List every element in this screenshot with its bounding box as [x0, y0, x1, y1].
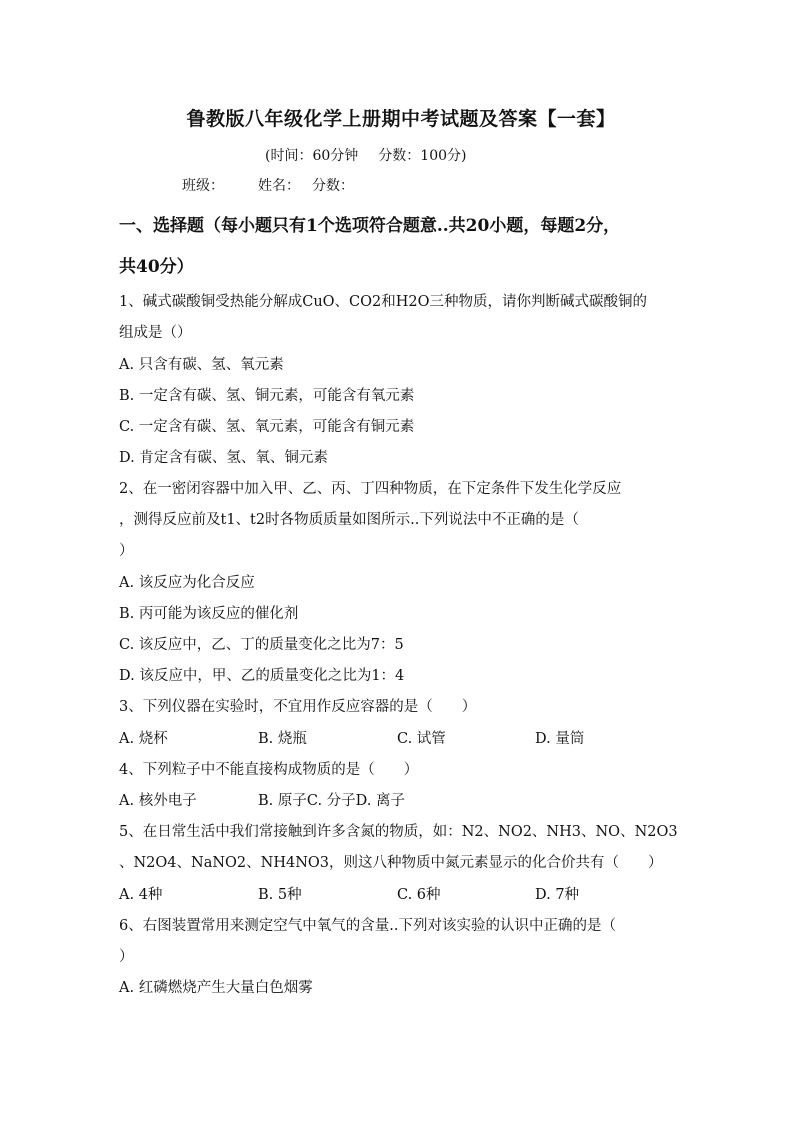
question-1-option-b: B. 一定含有碳、氢、铜元素，可能含有氧元素: [119, 388, 415, 404]
question-2-option-a: A. 该反应为化合反应: [119, 575, 255, 591]
name-label: 姓名：: [258, 178, 300, 194]
question-3-option-c: C. 试管: [397, 731, 446, 747]
question-4-option-bcd: B. 原子C. 分子D. 离子: [258, 793, 405, 809]
page-title: 鲁教版八年级化学上册期中考试题及答案【一套】: [186, 108, 616, 130]
question-2-option-d: D. 该反应中，甲、乙的质量变化之比为1：4: [119, 668, 405, 684]
question-5-stem-line2: 、N2O4、NaNO2、NH4NO3，则这八种物质中氮元素显示的化合价共有（ ）: [119, 855, 663, 871]
question-5-stem-line1: 5、在日常生活中我们常接触到许多含氮的物质，如：N2、NO2、NH3、NO、N2O3: [119, 824, 678, 840]
question-5-option-d: D. 7种: [535, 887, 580, 903]
question-5-option-b: B. 5种: [258, 887, 302, 903]
exam-time: (时间：60分钟: [265, 148, 359, 164]
exam-meta: [265, 145, 466, 165]
question-6-stem-line2: ）: [119, 949, 134, 965]
question-3-option-d: D. 量筒: [535, 731, 585, 747]
question-1-stem-line2: 组成是（）: [119, 325, 192, 341]
question-1-option-d: D. 肯定含有碳、氢、氧、铜元素: [119, 450, 328, 466]
question-4-option-a: A. 核外电子: [119, 793, 197, 809]
question-5-option-c: C. 6种: [397, 887, 441, 903]
exam-score: 分数：100分): [378, 148, 467, 164]
question-1-option-c: C. 一定含有碳、氢、氧元素，可能含有铜元素: [119, 419, 415, 435]
question-5-option-a: A. 4种: [119, 887, 163, 903]
section-heading-line1: 一、选择题（每小题只有1个选项符合题意..共20小题，每题2分，: [119, 216, 621, 236]
section-heading-line2: 共40分）: [119, 257, 194, 277]
student-info: [182, 175, 354, 195]
class-label: 班级：: [182, 178, 224, 194]
question-3-option-b: B. 烧瓶: [258, 731, 307, 747]
question-2-option-c: C. 该反应中，乙、丁的质量变化之比为7：5: [119, 637, 404, 653]
question-1-option-a: A. 只含有碳、氢、氧元素: [119, 357, 284, 373]
question-6-stem-line1: 6、右图装置常用来测定空气中氧气的含量..下列对该实验的认识中正确的是（: [119, 918, 616, 934]
question-3-option-a: A. 烧杯: [119, 731, 168, 747]
question-2-option-b: B. 丙可能为该反应的催化剂: [119, 606, 299, 622]
question-2-stem-line1: 2、在一密闭容器中加入甲、乙、丙、丁四种物质，在下定条件下发生化学反应: [119, 481, 622, 497]
question-2-stem-line3: ）: [119, 543, 134, 559]
question-6-option-a: A. 红磷燃烧产生大量白色烟雾: [119, 980, 313, 996]
question-4-stem: 4、下列粒子中不能直接构成物质的是（ ）: [119, 762, 419, 778]
question-3-stem: 3、下列仪器在实验时，不宜用作反应容器的是（ ）: [119, 699, 477, 715]
question-1-stem-line1: 1、碱式碳酸铜受热能分解成CuO、CO2和H2O三种物质，请你判断碱式碳酸铜的: [119, 294, 648, 310]
points-label: 分数：: [312, 178, 354, 194]
question-2-stem-line2: ，测得反应前及t1、t2时各物质质量如图所示..下列说法中不正确的是（: [119, 512, 579, 528]
